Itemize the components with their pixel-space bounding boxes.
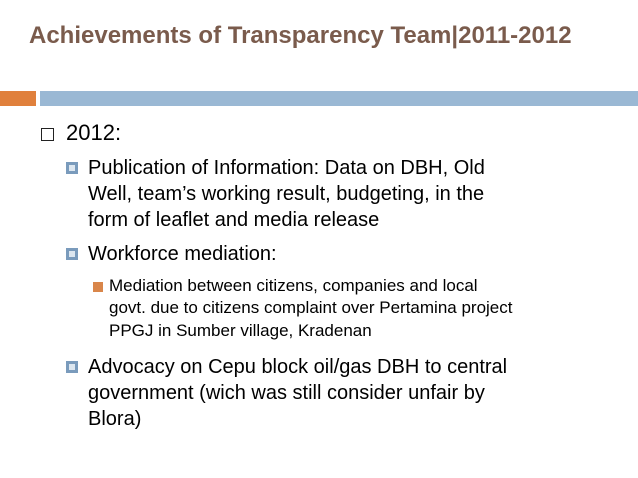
list-item-line: Publication of Information: Data on DBH, Old [88, 157, 485, 179]
sub-list-item-line: govt. due to citizens complaint over Pertamina project [109, 298, 513, 317]
sub-list-item-line: Mediation between citizens, companies and local [109, 276, 478, 295]
slide-title: Achievements of Transparency Team|2011-2012 [29, 22, 572, 49]
list-item-line: form of leaflet and media release [88, 209, 380, 231]
list-item-line: Well, team’s working result, budgeting, in the [88, 183, 485, 205]
list-item-line: Advocacy on Cepu block oil/gas DBH to central [88, 356, 508, 378]
square-bullet-icon [66, 162, 78, 174]
square-bullet-icon [66, 361, 78, 373]
list-item-line: government (wich was still consider unfair by [88, 382, 485, 404]
square-bullet-icon [41, 128, 54, 141]
square-bullet-icon [93, 282, 103, 292]
list-item-line: Blora) [88, 408, 142, 430]
accent-bar-blue [40, 91, 638, 106]
year-heading: 2012: [66, 120, 122, 145]
sub-list-item-line: PPGJ in Sumber village, Kradenan [109, 321, 372, 340]
square-bullet-icon [66, 248, 78, 260]
accent-bar-orange [0, 91, 36, 106]
list-item-line: Workforce mediation: [88, 243, 277, 265]
